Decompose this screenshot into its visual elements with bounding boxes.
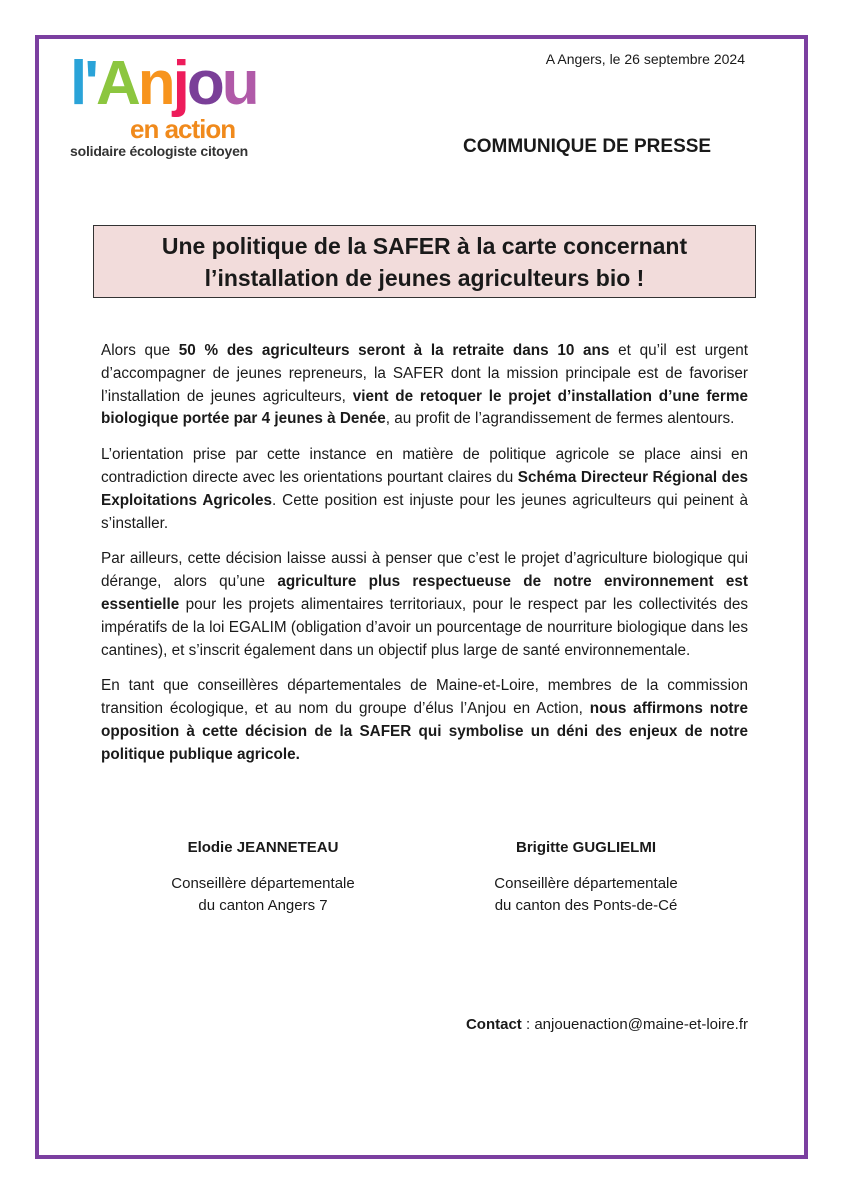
p1-text-3: , au profit de l’agrandissement de fermes alentours. [385,410,735,428]
paragraph-1 [101,340,748,431]
p2-text-2: . Cette position est injuste pour les jeunes agriculteurs qui peinent à s’installer. [101,491,748,532]
signatory-2 [456,837,716,917]
logo-letter-A: A [95,49,138,118]
signatory-canton: du canton des Ponts-de-Cé [494,897,678,914]
p1-bold-1: 50 % des agriculteurs seront à la retraite dans 10 ans [178,342,610,359]
logo-wordmark [70,51,257,117]
signatory-1 [133,837,393,917]
logo-letter-o: o [186,49,222,118]
signatory-name: Brigitte GUGLIELMI [516,839,656,856]
logo-subtitle: en action [130,114,236,144]
press-release-label: COMMUNIQUE DE PRESSE [463,136,712,157]
logo-letter-apostrophe: ' [84,49,96,118]
p2-text-1: L’orientation prise par cette instance en matière de politique agricole se place ainsi en contradiction directe avec les orientations pourtant claires du [101,446,748,486]
contact-separator: : [521,1016,535,1033]
p4-text-1: En tant que conseillères départementales de Maine-et-Loire, membres de la commission transition écologique, et au nom du groupe d’élus l’Anjou en Action, [101,677,748,718]
contact-label: Contact [465,1016,522,1033]
title-line-2: l’installation de jeunes agriculteurs bio ! [204,264,645,291]
p4-bold-1: nous affirmons notre opposition à cette décision de la SAFER qui symbolise un déni des enjeux de notre politique publique agricole. [101,700,748,763]
title-line-1: Une politique de la SAFER à la carte concernant [161,232,688,259]
p3-text-2: pour les projets alimentaires territoriaux, pour le respect par les collectivités des impératifs de la loi EGALIM (obligation d’avoir un pourcentage de nourriture biologique dans les cantines), et s’inscrit également dans un objectif plus large de santé environnementale. [101,595,748,659]
logo-tagline: solidaire écologiste citoyen [70,143,249,159]
p1-text-1: Alors que [101,342,179,359]
p2-bold-1: Schéma Directeur Régional des Exploitations Agricoles [101,468,748,509]
signatory-role: Conseillère départementale [494,875,678,892]
logo-letter-j: j [172,49,187,118]
contact-email[interactable]: anjouenaction@maine-et-loire.fr [534,1016,748,1033]
date-line: A Angers, le 26 septembre 2024 [545,51,745,67]
paragraph-4 [101,675,748,766]
title-box [93,225,756,298]
signatory-canton: du canton Angers 7 [198,897,328,914]
logo-letter-n: n [137,49,173,118]
p1-text-2: et qu’il est urgent d’accompagner de jeunes repreneurs, la SAFER dont la mission principale est de favoriser l’installation de jeunes agriculteurs, [101,342,748,405]
p3-text-1: Par ailleurs, cette décision laisse aussi à penser que c’est le projet d’agriculture biologique qui dérange, alors qu’une [101,550,748,591]
p1-bold-2: vient de retoquer le projet d’installation d’une ferme biologique portée par 4 jeunes à Denée [101,387,748,428]
signatory-name: Elodie JEANNETEAU [187,839,339,856]
paragraph-2 [101,444,748,535]
logo-letter-u: u [221,49,257,118]
body-text [101,340,748,780]
contact-line [466,1016,748,1033]
logo [70,49,260,165]
paragraph-3 [101,548,748,662]
logo-letter-l: l [70,49,85,118]
p3-bold-1: agriculture plus respectueuse de notre environnement est essentielle [101,573,748,613]
signatory-role: Conseillère départementale [171,875,355,892]
